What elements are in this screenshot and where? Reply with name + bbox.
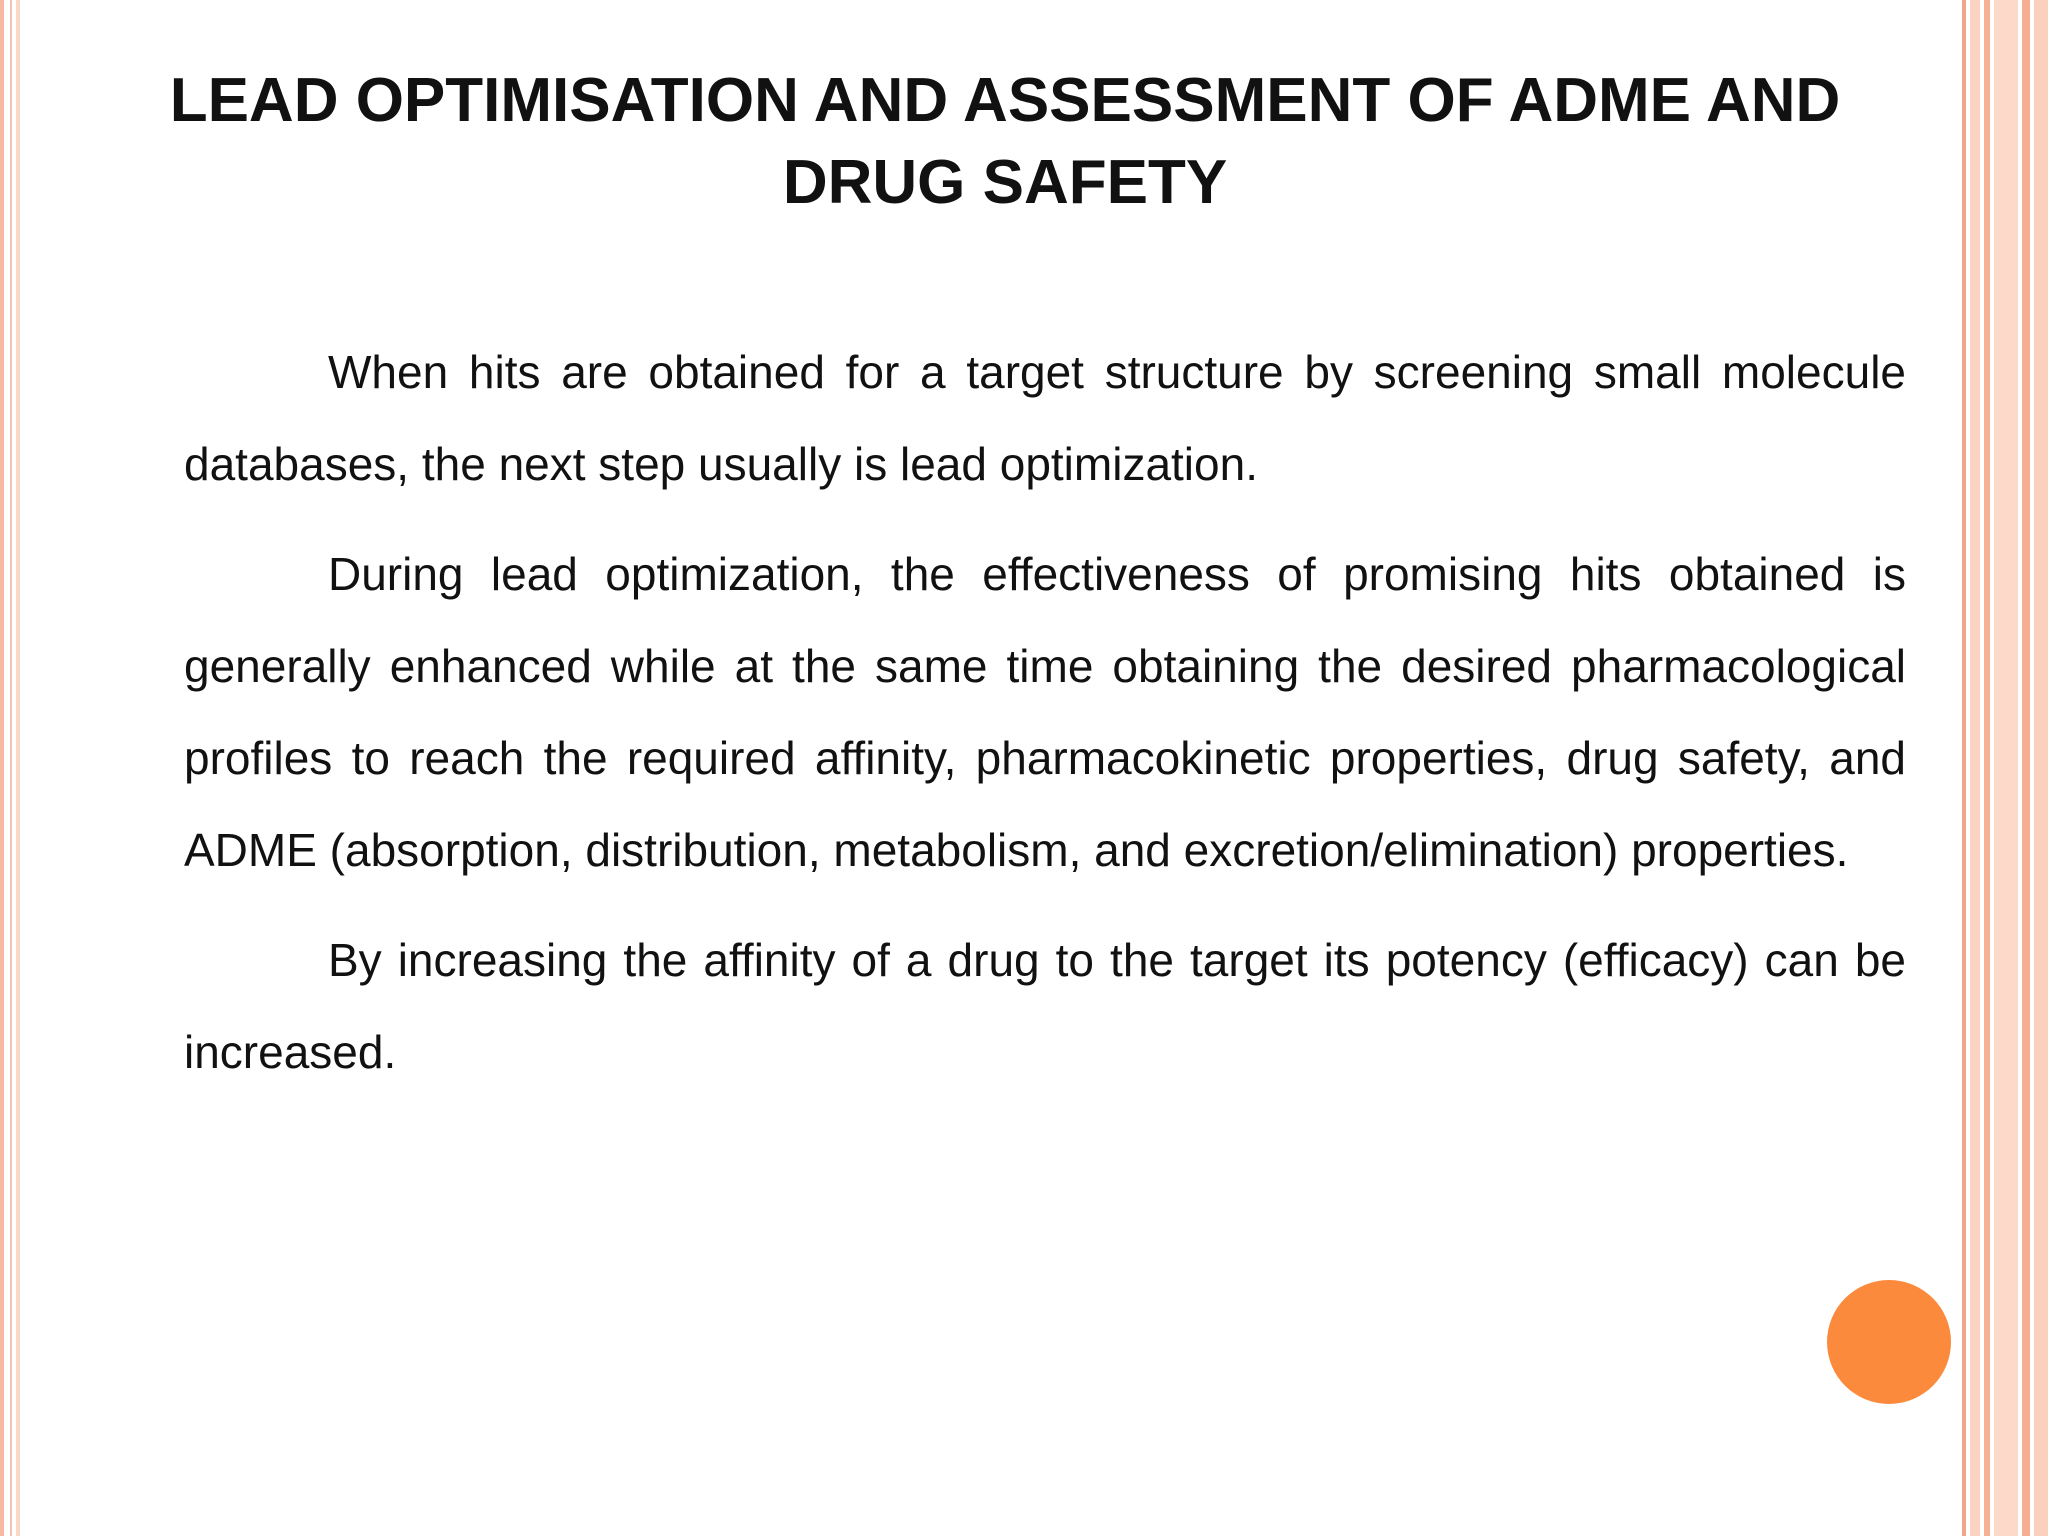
right-border-stripe [1962, 0, 1966, 1536]
right-border-stripe [1984, 0, 1990, 1536]
decorative-orange-circle [1827, 1280, 1951, 1404]
left-border-line [0, 0, 4, 1536]
slide-body [184, 326, 1906, 1116]
right-border-stripe [1994, 0, 2018, 1536]
slide-title: LEAD OPTIMISATION AND ASSESSMENT OF ADME AND DRUG SAFETY [169, 66, 1841, 217]
right-border-stripe [2022, 0, 2030, 1536]
paragraph-hits: When hits are obtained for a target structure by screening small molecule databases, the next step usually is lead optimization. [184, 346, 1906, 490]
right-border-stripe [1970, 0, 1980, 1536]
left-border-line [16, 0, 20, 1536]
paragraph-affinity: By increasing the affinity of a drug to the target its potency (efficacy) can be increased. [184, 934, 1906, 1078]
paragraph-lead-optimization: During lead optimization, the effectiveness of promising hits obtained is generally enhanced while at the same time obtaining the desired pharmacological profiles to reach the required affinity, pharmacokinetic properties, drug safety, and ADME (absorption, distribution, metabolism, and excretion/elimination) properties. [184, 548, 1906, 876]
left-border-line [10, 0, 12, 1536]
right-border-stripe [2034, 0, 2048, 1536]
